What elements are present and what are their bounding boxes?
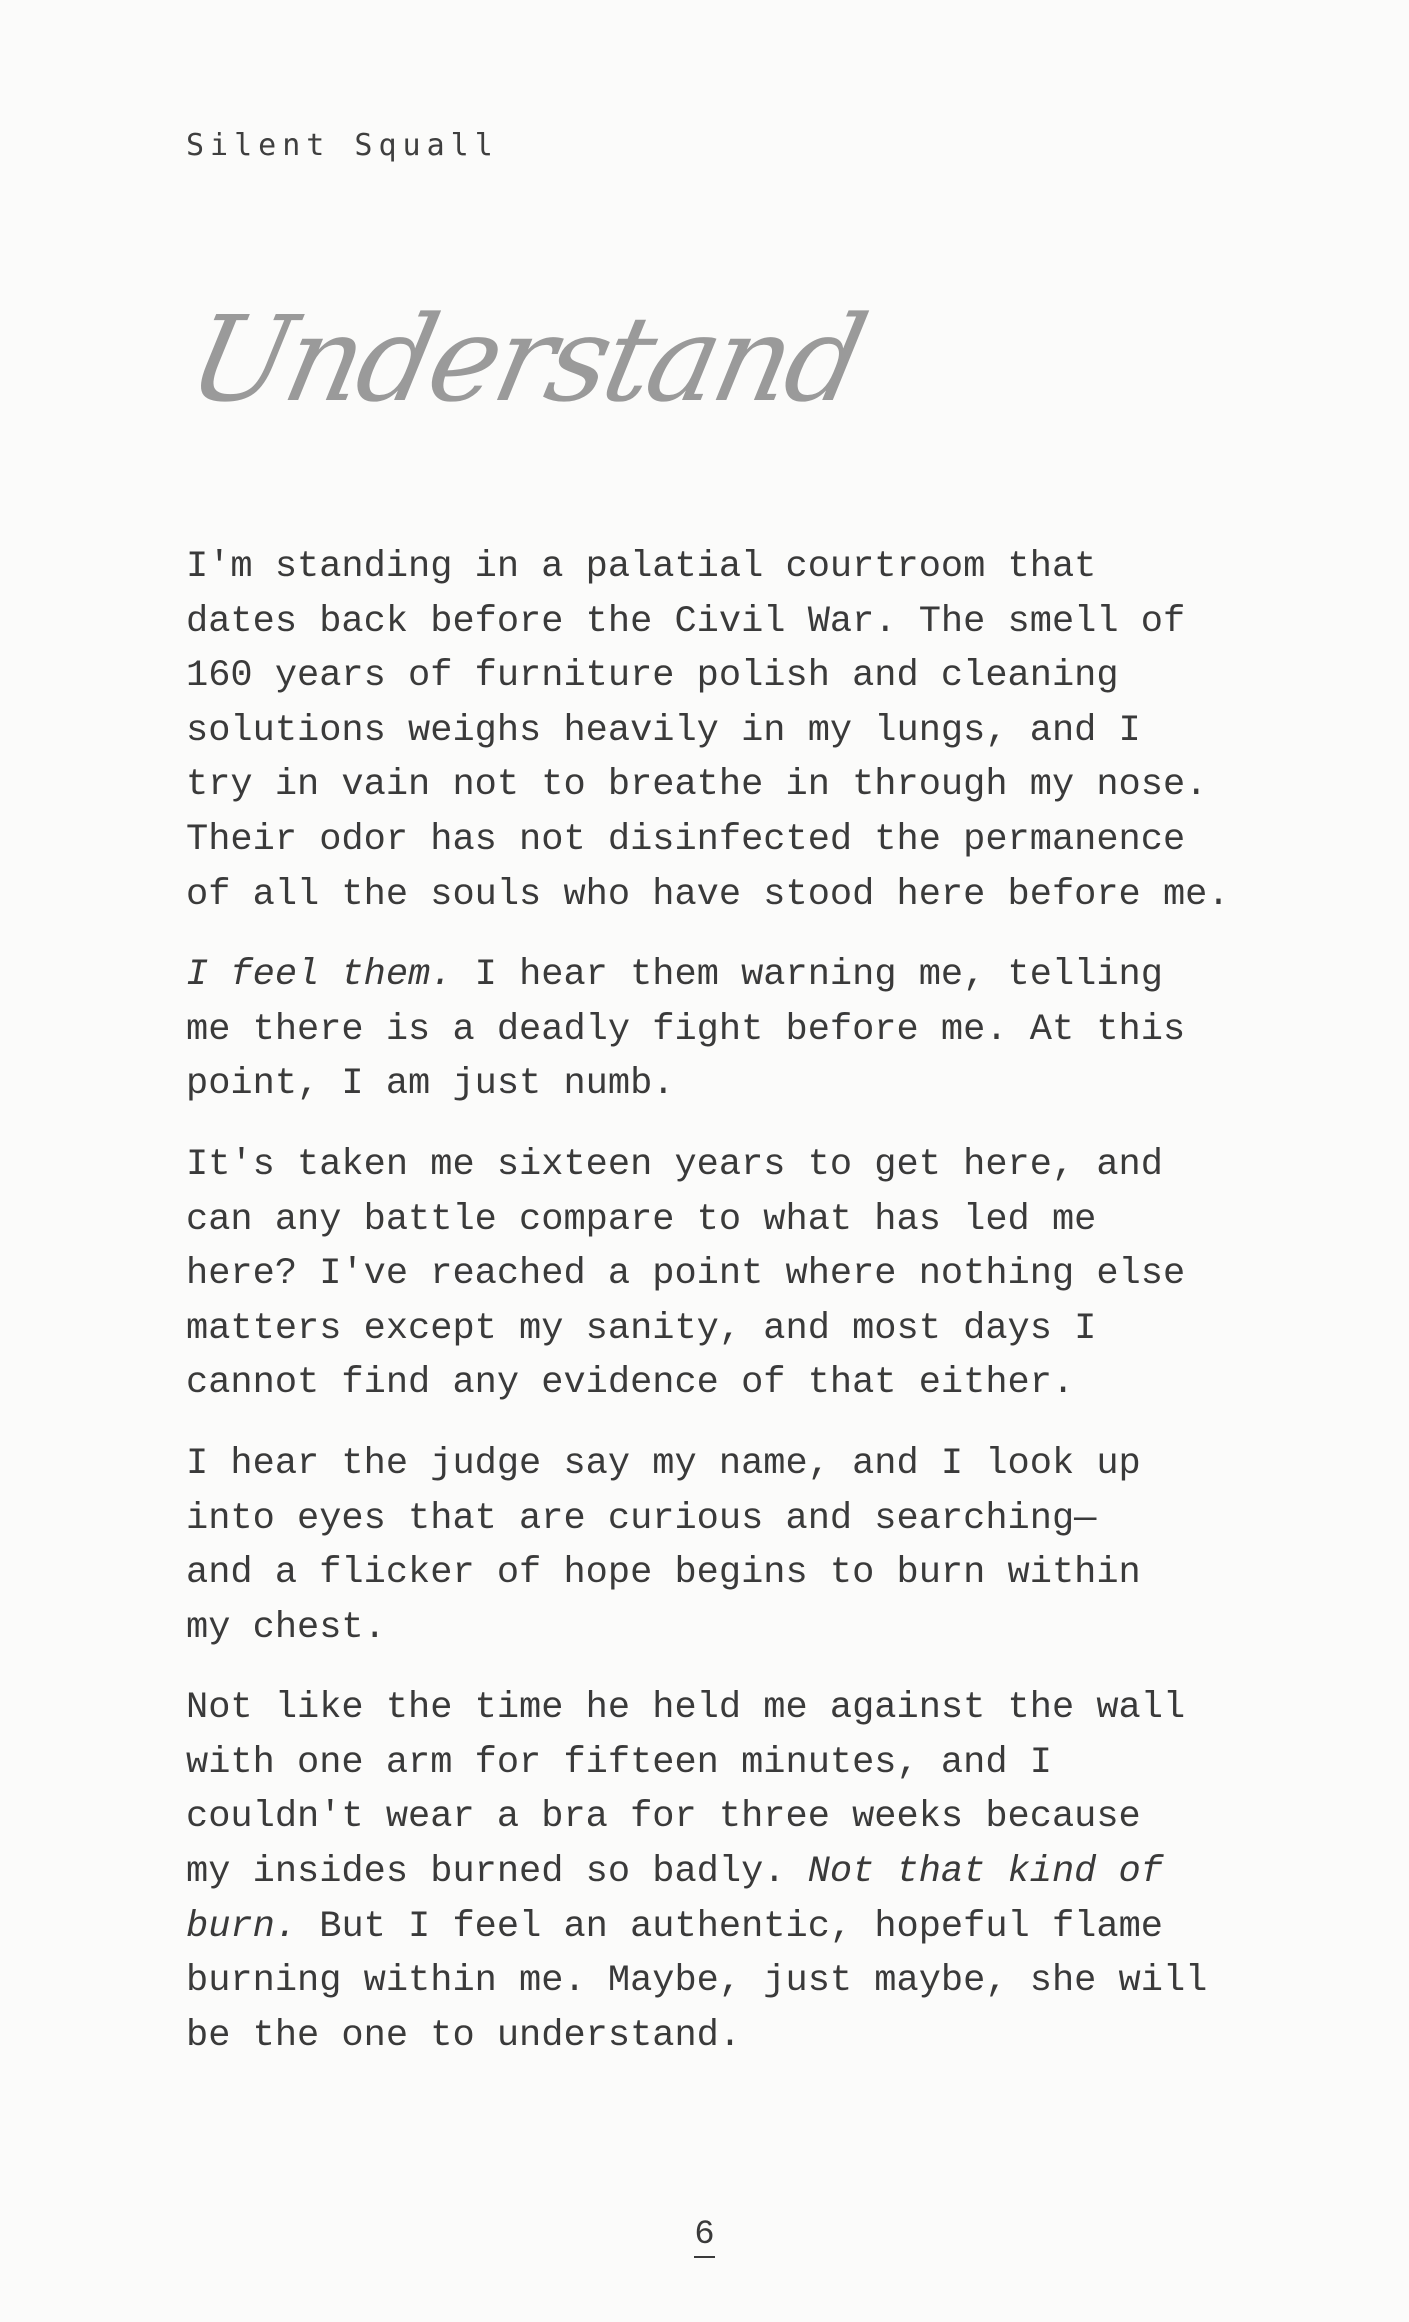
text-run: into eyes that are curious and searching— — [186, 1497, 1097, 1540]
text-run: can any battle compare to what has led me — [186, 1198, 1097, 1241]
text-line — [186, 1057, 1246, 1112]
text-line — [186, 1681, 1246, 1736]
text-run: here? I've reached a point where nothing else — [186, 1253, 1186, 1296]
chapter-title: Understand — [177, 290, 875, 428]
text-run: I hear the judge say my name, and I look up — [186, 1442, 1141, 1485]
text-run: I'm standing in a palatial courtroom that — [186, 546, 1097, 588]
text-run: my chest. — [186, 1606, 386, 1649]
text-run: try in vain not to breathe in through my nose. — [186, 764, 1208, 807]
italic-text: burn. — [186, 1905, 298, 1948]
text-line — [186, 1954, 1246, 2009]
text-run: burning within me. Maybe, just maybe, she will — [186, 1960, 1208, 2003]
text-run: solutions weighs heavily in my lungs, and I — [186, 709, 1141, 752]
text-line — [186, 649, 1246, 704]
text-line — [186, 1302, 1246, 1357]
text-run: cannot find any evidence of that either. — [186, 1362, 1075, 1405]
paragraph — [186, 1138, 1246, 1411]
text-run: dates back before the Civil War. The smell of — [186, 600, 1186, 643]
paragraph — [186, 1681, 1246, 2063]
text-line — [186, 1492, 1246, 1547]
text-line — [186, 1546, 1246, 1601]
body-text — [186, 540, 1246, 2089]
text-run: my insides burned so badly. — [186, 1851, 808, 1894]
text-run: matters except my sanity, and most days I — [186, 1307, 1097, 1350]
text-line — [186, 868, 1246, 923]
text-run: with one arm for fifteen minutes, and I — [186, 1741, 1052, 1784]
text-line — [186, 595, 1246, 650]
paragraph — [186, 948, 1246, 1112]
text-line — [186, 2009, 1246, 2064]
paragraph — [186, 1437, 1246, 1655]
text-run: me there is a deadly fight before me. At this — [186, 1008, 1186, 1051]
text-line — [186, 1138, 1246, 1193]
text-line — [186, 1601, 1246, 1656]
text-run: of all the souls who have stood here before me. — [186, 873, 1230, 916]
text-line — [186, 1845, 1246, 1900]
text-line — [186, 704, 1246, 759]
italic-text: I feel them. — [186, 954, 453, 997]
text-line — [186, 1003, 1246, 1058]
page-number-text: 6 — [694, 2216, 714, 2258]
page-number — [0, 2216, 1409, 2254]
text-line — [186, 1193, 1246, 1248]
text-run: It's taken me sixteen years to get here, and — [186, 1143, 1163, 1186]
text-run: point, I am just numb. — [186, 1063, 675, 1106]
text-line — [186, 1790, 1246, 1845]
text-line — [186, 1247, 1246, 1302]
text-line — [186, 1736, 1246, 1791]
text-run: couldn't wear a bra for three weeks because — [186, 1796, 1141, 1839]
text-run: I hear them warning me, telling — [452, 954, 1163, 997]
text-line — [186, 1900, 1246, 1955]
text-run: Their odor has not disinfected the permanence — [186, 818, 1186, 861]
text-run: 160 years of furniture polish and cleaning — [186, 655, 1119, 698]
text-line — [186, 540, 1246, 595]
text-run: be the one to understand. — [186, 2014, 742, 2057]
text-run: But I feel an authentic, hopeful flame — [297, 1905, 1163, 1948]
text-run: Not like the time he held me against the wall — [186, 1687, 1186, 1730]
text-line — [186, 1437, 1246, 1492]
text-line — [186, 758, 1246, 813]
text-run: and a flicker of hope begins to burn within — [186, 1552, 1141, 1595]
italic-text: Not that kind of — [807, 1851, 1163, 1894]
paragraph — [186, 540, 1246, 922]
running-head: Silent Squall — [186, 128, 499, 163]
text-line — [186, 813, 1246, 868]
text-line — [186, 1356, 1246, 1411]
text-line — [186, 948, 1246, 1003]
